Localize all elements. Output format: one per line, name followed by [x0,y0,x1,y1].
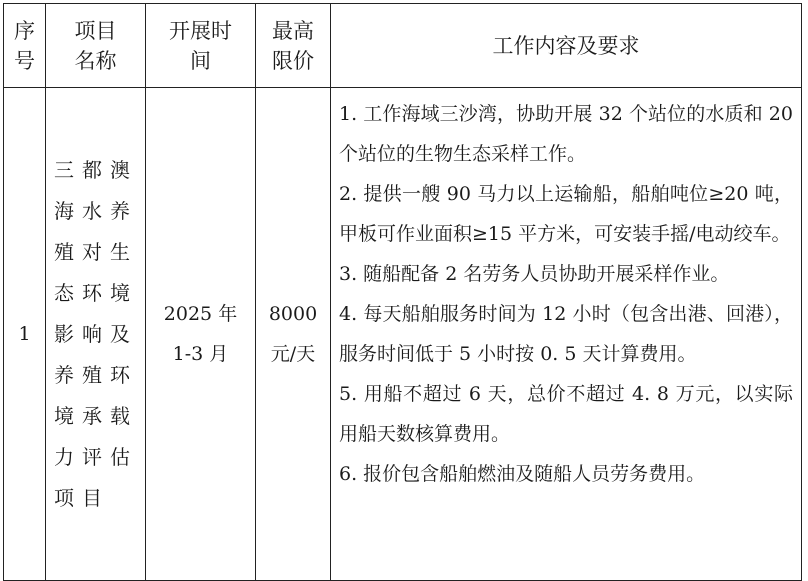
cell-requirements [331,88,802,581]
header-no: 序 号 [4,4,46,88]
project-name: 三都澳 海水养 殖对生 态环境 影响及 养殖环 境承载 力评估 项目 [54,157,138,510]
requirement-item: 5. 用船不超过 6 天，总价不超过 4. 8 万元，以实际用船天数核算费用。 [339,383,793,445]
procurement-table [3,3,802,581]
header-project: 项目 名称 [46,4,146,88]
header-price: 最高 限价 [256,4,331,88]
requirement-item: 1. 工作海域三沙湾，协助开展 32 个站位的水质和 20 个站位的生物生态采样工作。 [339,103,793,165]
table-row [4,88,802,581]
cell-time: 2025 年 1-3 月 [146,88,256,581]
requirement-item: 4. 每天船舶服务时间为 12 小时（包含出港、回港），服务时间低于 5 小时按 0. 5 天计算费用。 [339,303,793,365]
requirement-item: 2. 提供一艘 90 马力以上运输船，船舶吨位≥20 吨，甲板可作业面积≥15 平方米，可安装手摇/电动绞车。 [339,183,793,245]
cell-price: 8000 元/天 [256,88,331,581]
requirement-item: 3. 随船配备 2 名劳务人员协助开展采样作业。 [339,263,730,285]
header-time: 开展时 间 [146,4,256,88]
requirement-item: 6. 报价包含船舶燃油及随船人员劳务费用。 [339,463,706,485]
header-requirements: 工作内容及要求 [331,4,802,88]
header-row [4,4,802,88]
cell-project [46,88,146,581]
cell-no: 1 [4,88,46,581]
